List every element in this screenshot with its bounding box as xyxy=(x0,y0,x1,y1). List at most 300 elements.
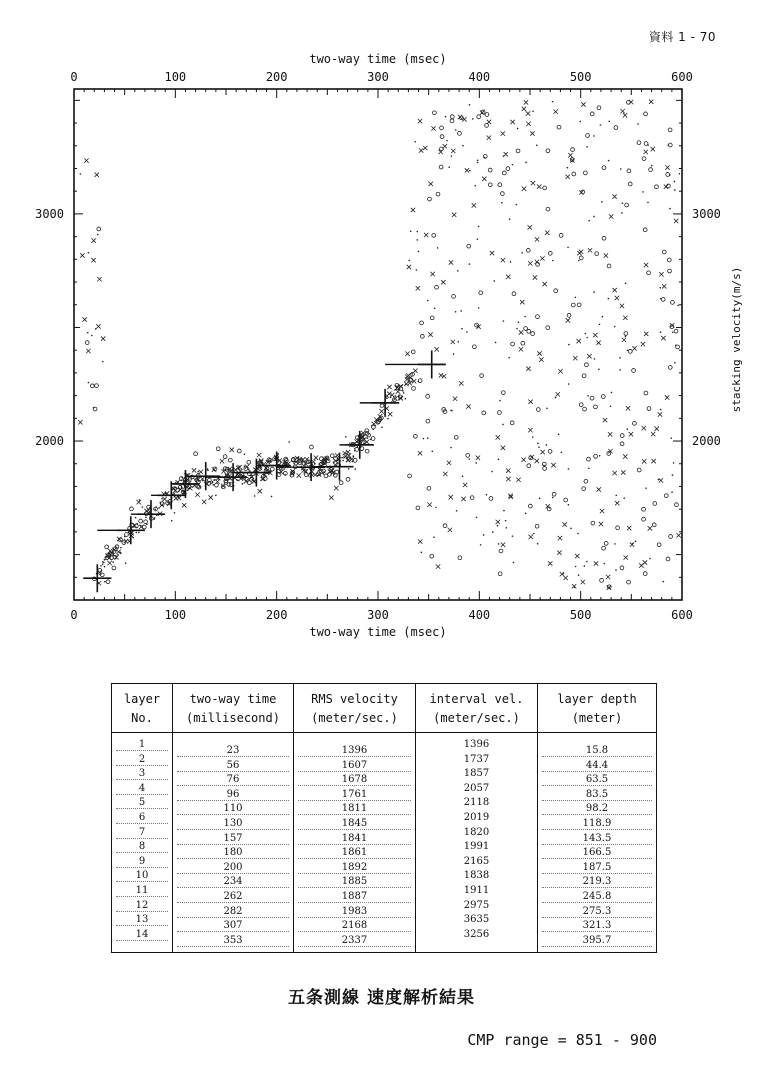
table-cell: 15.8 xyxy=(538,745,656,757)
pick-circle xyxy=(428,197,432,201)
pick-dot xyxy=(621,212,623,214)
pick-cross xyxy=(476,456,480,460)
pick-dot xyxy=(468,458,470,460)
pick-cross xyxy=(436,564,440,568)
table-cell: 1841 xyxy=(294,833,415,845)
pick-cross xyxy=(573,356,577,360)
pick-circle xyxy=(586,134,590,138)
x-tick-label-top: 0 xyxy=(70,70,78,84)
pick-dot xyxy=(154,509,156,511)
pick-cross xyxy=(439,373,443,377)
pick-circle xyxy=(527,464,531,468)
pick-cross xyxy=(258,489,262,493)
pick-circle xyxy=(426,394,430,398)
pick-circle xyxy=(557,125,561,129)
pick-circle xyxy=(430,554,434,558)
page-id: 資料 1 - 70 xyxy=(648,30,716,44)
pick-circle xyxy=(420,334,424,338)
pick-cross xyxy=(252,479,256,483)
pick-dot xyxy=(187,489,189,491)
table-cell: 200 xyxy=(173,862,293,874)
pick-dot xyxy=(493,280,495,282)
pick-circle xyxy=(667,258,671,262)
pick-cross xyxy=(644,150,648,154)
pick-circle xyxy=(595,252,599,256)
table-cell: 83.5 xyxy=(538,789,656,801)
pick-cross xyxy=(387,385,391,389)
pick-dot xyxy=(477,162,479,164)
pick-circle xyxy=(454,435,458,439)
pick-dot xyxy=(97,234,99,236)
pick-dot xyxy=(266,460,268,462)
pick-dot xyxy=(409,377,411,379)
pick-dot xyxy=(568,383,570,385)
pick-circle xyxy=(472,345,476,349)
pick-cross xyxy=(519,347,523,351)
pick-dot xyxy=(472,118,474,120)
table-cell: 307 xyxy=(173,920,293,932)
pick-circle xyxy=(90,384,94,388)
pick-cross xyxy=(487,135,491,139)
pick-dot xyxy=(516,204,518,206)
pick-dot xyxy=(212,482,214,484)
pick-circle xyxy=(546,326,550,330)
pick-dot xyxy=(532,110,534,112)
pick-circle xyxy=(418,379,422,383)
pick-circle xyxy=(543,467,547,471)
pick-dot xyxy=(277,453,279,455)
header-line: (meter/sec.) xyxy=(433,711,520,725)
pick-dot xyxy=(348,468,350,470)
y-tick-label-left: 3000 xyxy=(35,206,64,221)
pick-cross xyxy=(676,533,680,537)
pick-cross xyxy=(577,251,581,255)
pick-cross xyxy=(501,446,505,450)
pick-cross xyxy=(208,495,212,499)
pick-dot xyxy=(480,544,482,546)
pick-circle xyxy=(655,185,659,189)
pick-circle xyxy=(564,498,568,502)
pick-circle xyxy=(653,502,657,506)
pick-dot xyxy=(403,392,405,394)
pick-cross xyxy=(506,468,510,472)
pick-cross xyxy=(162,497,166,501)
pick-circle xyxy=(597,106,601,110)
pick-cross xyxy=(642,459,646,463)
table-header-cell xyxy=(538,684,656,732)
pick-cross xyxy=(522,107,526,111)
pick-cross xyxy=(528,428,532,432)
axes xyxy=(35,70,721,622)
pick-dot xyxy=(431,451,433,453)
pick-circle xyxy=(440,147,444,151)
pick-dot xyxy=(575,297,577,299)
pick-dot xyxy=(568,344,570,346)
pick-circle xyxy=(106,580,110,584)
pick-dot xyxy=(555,397,557,399)
pick-cross xyxy=(379,409,383,413)
pick-dot xyxy=(345,436,347,438)
pick-circle xyxy=(139,519,143,523)
pick-dot xyxy=(476,517,478,519)
table-cell: 180 xyxy=(173,847,293,859)
table-cell: 282 xyxy=(173,906,293,918)
pick-circle xyxy=(666,557,670,561)
table-cell: 1678 xyxy=(294,774,415,786)
pick-cross xyxy=(575,554,579,558)
pick-dot xyxy=(372,429,374,431)
pick-circle xyxy=(122,541,126,545)
pick-circle xyxy=(543,186,547,190)
table-cell: 14 xyxy=(112,929,172,941)
pick-cross xyxy=(101,336,105,340)
pick-dot xyxy=(637,123,639,125)
pick-cross xyxy=(651,432,655,436)
pick-cross xyxy=(620,109,624,113)
pick-dot xyxy=(495,342,497,344)
pick-dot xyxy=(277,457,279,459)
pick-dot xyxy=(460,310,462,312)
pick-cross xyxy=(428,332,432,336)
pick-cross xyxy=(644,332,648,336)
pick-circle xyxy=(627,169,631,173)
pick-circle xyxy=(482,411,486,415)
pick-dot xyxy=(322,473,324,475)
pick-dot xyxy=(492,531,494,533)
pick-dot xyxy=(408,380,410,382)
pick-dot xyxy=(137,523,139,525)
pick-circle xyxy=(432,111,436,115)
table-cell: 118.9 xyxy=(538,818,656,830)
pick-dot xyxy=(117,554,119,556)
pick-dot xyxy=(410,230,412,232)
pick-cross xyxy=(655,427,659,431)
table-cell: 2975 xyxy=(463,899,490,911)
pick-dot xyxy=(402,390,404,392)
pick-dot xyxy=(614,543,616,545)
pick-circle xyxy=(628,182,632,186)
pick-circle xyxy=(600,578,604,582)
pick-circle xyxy=(585,363,589,367)
pick-dot xyxy=(645,487,647,489)
pick-dot xyxy=(416,239,418,241)
pick-cross xyxy=(435,347,439,351)
pick-circle xyxy=(616,526,620,530)
pick-dot xyxy=(600,124,602,126)
semblance-picks-cloud xyxy=(78,100,681,590)
pick-dot xyxy=(577,533,579,535)
pick-circle xyxy=(527,329,531,333)
pick-cross xyxy=(562,522,566,526)
pick-dot xyxy=(524,316,526,318)
pick-dot xyxy=(632,543,634,545)
y-axis-label: stacking velocity(m/s) xyxy=(730,266,743,413)
pick-dot xyxy=(88,382,90,384)
pick-circle xyxy=(548,251,552,255)
pick-circle xyxy=(649,168,653,172)
pick-dot xyxy=(509,218,511,220)
pick-cross xyxy=(501,258,505,262)
picked-velocity-point xyxy=(117,516,145,544)
pick-circle xyxy=(440,135,444,139)
pick-cross xyxy=(665,395,669,399)
pick-dot xyxy=(552,101,554,103)
pick-cross xyxy=(429,182,433,186)
pick-cross xyxy=(577,339,581,343)
table-cell: 1396 xyxy=(294,745,415,757)
pick-dot xyxy=(145,516,147,518)
pick-dot xyxy=(104,566,106,568)
pick-cross xyxy=(572,584,576,588)
table-cell: 1887 xyxy=(294,891,415,903)
pick-cross xyxy=(496,435,500,439)
table-header-cell xyxy=(294,684,416,732)
pick-circle xyxy=(479,291,483,295)
pick-circle xyxy=(502,171,506,175)
pick-dot xyxy=(296,461,298,463)
pick-dot xyxy=(671,491,673,493)
pick-dot xyxy=(343,456,345,458)
pick-cross xyxy=(594,561,598,565)
table-cell: 1 xyxy=(112,739,172,751)
pick-dot xyxy=(270,460,272,462)
table-header xyxy=(112,684,656,733)
pick-circle xyxy=(632,421,636,425)
pick-dot xyxy=(558,434,560,436)
pick-dot xyxy=(502,424,504,426)
pick-cross xyxy=(581,102,585,106)
pick-dot xyxy=(517,128,519,130)
pick-dot xyxy=(451,155,453,157)
pick-cross xyxy=(96,324,100,328)
pick-cross xyxy=(556,392,560,396)
pick-dot xyxy=(620,168,622,170)
pick-cross xyxy=(97,277,101,281)
table-column-times xyxy=(173,733,294,953)
pick-cross xyxy=(463,483,467,487)
pick-cross xyxy=(405,352,409,356)
pick-dot xyxy=(138,532,140,534)
pick-cross xyxy=(662,284,666,288)
pick-dot xyxy=(588,467,590,469)
table-header-cell xyxy=(173,684,294,732)
table-cell: 166.5 xyxy=(538,847,656,859)
pick-dot xyxy=(102,563,104,565)
table-cell: 3635 xyxy=(463,914,490,926)
pick-cross xyxy=(78,420,82,424)
pick-dot xyxy=(87,332,89,334)
pick-cross xyxy=(442,374,446,378)
pick-cross xyxy=(566,318,570,322)
y-tick-label-left: 2000 xyxy=(35,434,64,449)
picked-velocity-point xyxy=(83,564,111,592)
pick-circle xyxy=(552,492,556,496)
pick-cross xyxy=(419,148,423,152)
header-line: layer xyxy=(123,692,161,706)
table-cell: 1861 xyxy=(294,847,415,859)
pick-cross xyxy=(588,248,592,252)
pick-circle xyxy=(512,292,516,296)
table-cell: 234 xyxy=(173,876,293,888)
table-cell: 245.8 xyxy=(538,891,656,903)
pick-circle xyxy=(668,128,672,132)
pick-cross xyxy=(451,340,455,344)
pick-dot xyxy=(674,189,676,191)
pick-cross xyxy=(615,501,619,505)
pick-dot xyxy=(390,396,392,398)
pick-circle xyxy=(590,112,594,116)
pick-dot xyxy=(594,358,596,360)
pick-circle xyxy=(601,395,605,399)
pick-dot xyxy=(427,300,429,302)
pick-cross xyxy=(630,542,634,546)
pick-dot xyxy=(677,305,679,307)
pick-dot xyxy=(341,457,343,459)
pick-circle xyxy=(144,520,148,524)
pick-dot xyxy=(503,320,505,322)
pick-dot xyxy=(669,208,671,210)
pick-dot xyxy=(363,442,365,444)
pick-circle xyxy=(607,452,611,456)
table-cell: 12 xyxy=(112,900,172,912)
pick-dot xyxy=(663,581,665,583)
x-axis-label-bottom: two-way time (msec) xyxy=(309,625,447,639)
pick-dot xyxy=(456,510,458,512)
table-cell: 1761 xyxy=(294,789,415,801)
pick-circle xyxy=(485,113,489,117)
pick-cross xyxy=(519,330,523,334)
pick-dot xyxy=(635,541,637,543)
pick-cross xyxy=(443,472,447,476)
pick-dot xyxy=(450,447,452,449)
x-tick-label-top: 100 xyxy=(164,70,187,84)
pick-circle xyxy=(228,458,232,462)
pick-dot xyxy=(254,495,256,497)
pick-cross xyxy=(644,263,648,267)
pick-cross xyxy=(449,260,453,264)
pick-dot xyxy=(599,324,601,326)
y-tick-label-right: 3000 xyxy=(692,206,721,221)
pick-dot xyxy=(200,486,202,488)
pick-circle xyxy=(488,168,492,172)
table-cell: 1845 xyxy=(294,818,415,830)
x-tick-label-top: 500 xyxy=(569,70,592,84)
pick-dot xyxy=(453,353,455,355)
table-cell: 2057 xyxy=(463,782,490,794)
pick-dot xyxy=(537,543,539,545)
pick-circle xyxy=(642,517,646,521)
pick-cross xyxy=(427,502,431,506)
pick-dot xyxy=(469,104,471,106)
pick-dot xyxy=(401,385,403,387)
pick-dot xyxy=(461,328,463,330)
table-cell: 6 xyxy=(112,812,172,824)
pick-cross xyxy=(416,286,420,290)
pick-circle xyxy=(625,203,629,207)
pick-dot xyxy=(626,428,628,430)
pick-cross xyxy=(629,432,633,436)
pick-circle xyxy=(607,264,611,268)
pick-circle xyxy=(466,454,470,458)
pick-circle xyxy=(535,524,539,528)
pick-dot xyxy=(248,469,250,471)
pick-cross xyxy=(404,382,408,386)
pick-dot xyxy=(455,311,457,313)
pick-dot xyxy=(457,341,459,343)
pick-dot xyxy=(142,506,144,508)
pick-circle xyxy=(330,454,334,458)
pick-circle xyxy=(624,332,628,336)
pick-circle xyxy=(500,192,504,196)
pick-dot xyxy=(568,468,570,470)
pick-cross xyxy=(659,478,663,482)
pick-cross xyxy=(329,495,333,499)
pick-circle xyxy=(644,142,648,146)
pick-dot xyxy=(146,523,148,525)
pick-cross xyxy=(516,478,520,482)
pick-cross xyxy=(600,509,604,513)
table-cell: 1983 xyxy=(294,906,415,918)
velocity-table xyxy=(111,683,657,953)
pick-cross xyxy=(529,535,533,539)
pick-dot xyxy=(658,479,660,481)
pick-circle xyxy=(666,173,670,177)
pick-cross xyxy=(548,561,552,565)
table-cell: 1811 xyxy=(294,803,415,815)
pick-dot xyxy=(462,475,464,477)
pick-circle xyxy=(408,474,412,478)
pick-circle xyxy=(458,131,462,135)
pick-dot xyxy=(506,527,508,529)
pick-cross xyxy=(612,471,616,475)
pick-dot xyxy=(622,202,624,204)
pick-circle xyxy=(584,479,588,483)
pick-circle xyxy=(587,457,591,461)
pick-cross xyxy=(430,272,434,276)
pick-dot xyxy=(387,418,389,420)
pick-circle xyxy=(223,455,227,459)
pick-cross xyxy=(501,131,505,135)
pick-cross xyxy=(461,497,465,501)
pick-circle xyxy=(528,504,532,508)
pick-dot xyxy=(619,369,621,371)
pick-circle xyxy=(554,289,558,293)
pick-circle xyxy=(627,580,631,584)
pick-dot xyxy=(533,533,535,535)
x-tick-label-bottom: 500 xyxy=(569,608,592,622)
pick-circle xyxy=(571,303,575,307)
pick-dot xyxy=(457,270,459,272)
table-cell: 353 xyxy=(173,935,293,947)
pick-circle xyxy=(360,447,364,451)
pick-cross xyxy=(448,528,452,532)
pick-dot xyxy=(448,166,450,168)
pick-circle xyxy=(637,468,641,472)
pick-cross xyxy=(449,495,453,499)
pick-cross xyxy=(480,110,484,114)
pick-cross xyxy=(612,288,616,292)
pick-cross xyxy=(506,275,510,279)
pick-circle xyxy=(602,236,606,240)
pick-cross xyxy=(257,453,261,457)
header-line: (meter/sec.) xyxy=(311,711,398,725)
table-cell: 1820 xyxy=(463,826,490,838)
pick-cross xyxy=(405,375,409,379)
pick-dot xyxy=(586,561,588,563)
pick-circle xyxy=(467,244,471,248)
table-column-interval xyxy=(416,733,538,953)
pick-cross xyxy=(447,461,451,465)
